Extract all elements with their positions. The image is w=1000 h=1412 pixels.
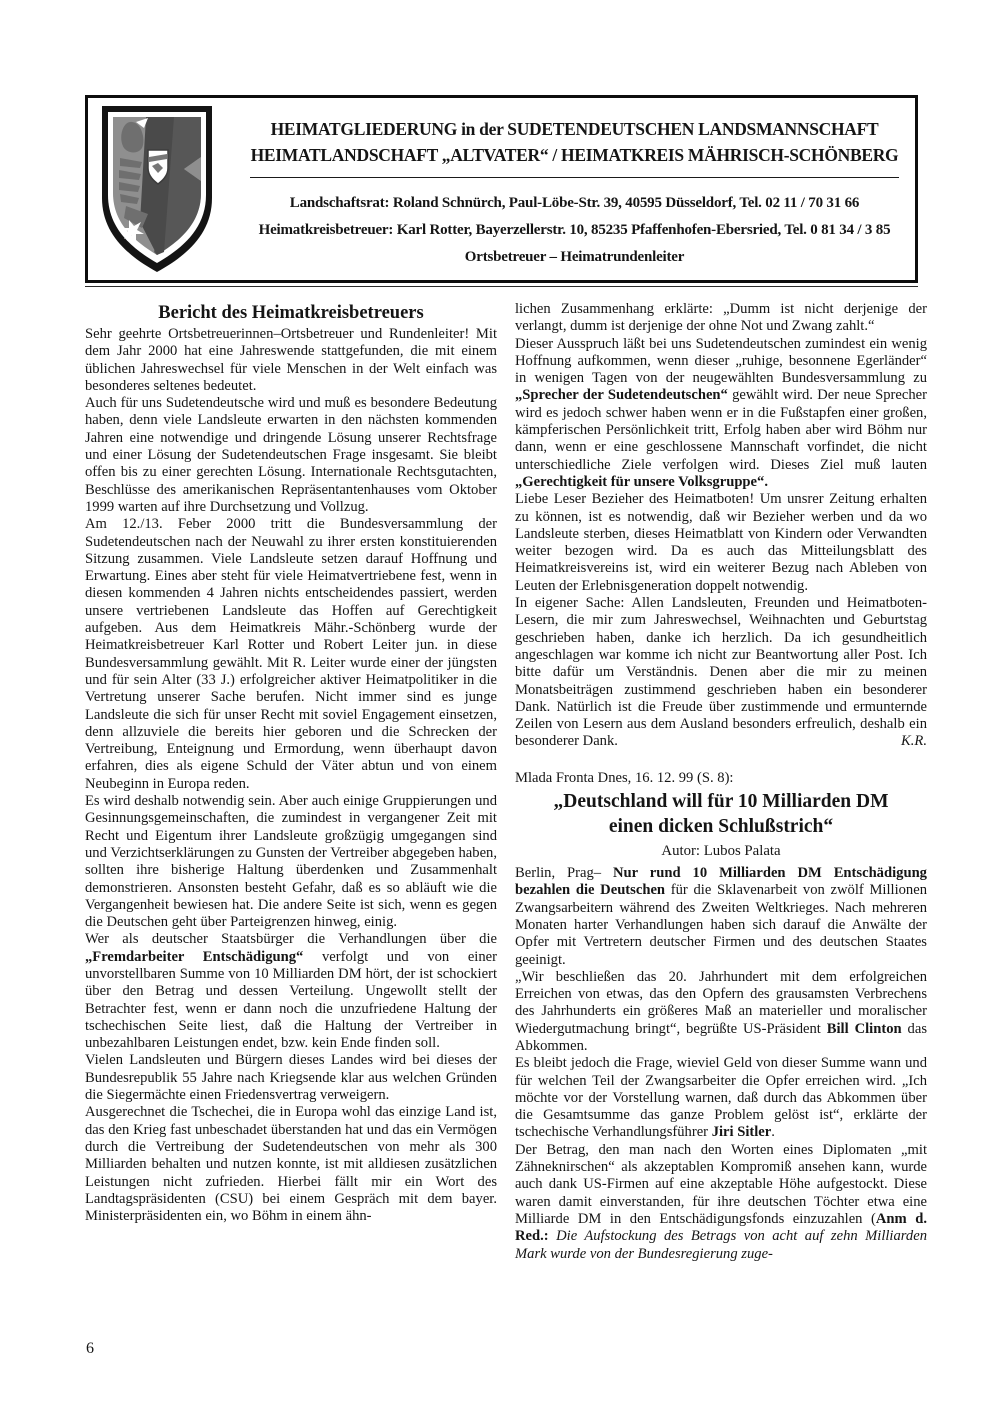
text-run: verfolgt und von einer unvorstellbaren Summe von 10 Milliarden DM hört, der ist schockiert über den Betrag und dessen Verteilung. Ungewollt stellt der Betrachter fest, wenn er dann noch die unzufriedene Haltung der tschechischen Seite liest, daß die Haltung der Vertreiber in unbezahlbaren Leistungen endet, bzw. kein Ende finden soll. xyxy=(85,948,497,1052)
report-heading: Bericht des Heimatkreisbetreuers xyxy=(158,303,424,323)
masthead-title-line2: HEIMATLANDSCHAFT „ALTVATER“ / HEIMATKREIS MÄHRISCH-SCHÖNBERG xyxy=(250,145,899,165)
text-run: „Sprecher der Sudetendeutschen“ xyxy=(515,387,728,404)
text-run: Sehr geehrte Ortsbetreuerinnen–Ortsbetreuer und Rundenleiter! Mit dem Jahr 2000 hat eine Jahreswende stattgefunden, die mit einem üblichen Jahreswechsel für viele Menschen in der Welt einfach was besonderes seltenes bedeutet. xyxy=(85,326,497,394)
paragraph xyxy=(515,1142,927,1263)
masthead-box xyxy=(85,95,918,283)
paragraph xyxy=(515,491,927,595)
article-headline: „Deutschland will für 10 Milliarden DM einen dicken Schlußstrich“ xyxy=(553,791,889,838)
text-run: Ausgerechnet die Tschechei, die in Europa wohl das einzige Land ist, das den Krieg fast unbeschadet überstanden hat und das ein Vermögen durch die Vertreibung der Sudetendeutschen von mehr als 300 Milliarden behalten und nutzen konnte, ist mit alldiesen zusätzlichen Leistungen nicht zufrieden. Hierbei fällt mir ein Wort des Landtagspräsidenten (CSU) bei einem Gespräch mit dem bayer. Ministerpräsidenten ein, wo Böhm in einem ähn- xyxy=(85,1104,497,1225)
text-run: Auch für uns Sudetendeutsche wird und muß es besondere Bedeutung haben, denn viele Landsleute erwarten in den nächsten kommenden Jahren eine notwendige und dringende Lösung unserer Rechtsfrage und einer Lösung der Sudetendeutschen Frage insgesamt. Sie bleibt offen bis zu einer gerechten Lösung. Internationale Rechtsgutachten, Beschlüsse des amerikanischen Repräsentantenhauses vom Oktober 1999 warten auf ihre Durchsetzung und Vollzug. xyxy=(85,395,497,515)
paragraph xyxy=(515,865,927,969)
report-paragraphs xyxy=(85,326,497,1225)
article-byline: Autor: Lubos Palata xyxy=(661,843,781,860)
contact-heimatkreisbetreuer: Heimatkreisbetreuer: Karl Rotter, Bayerzellerstr. 10, 85235 Pfaffenhofen-Ebersried, Tel. 0 81 34 / 3 85 xyxy=(258,222,891,238)
organization-crest-logo xyxy=(96,102,218,276)
text-run: „Fremdarbeiter Entschädigung“ xyxy=(85,948,304,965)
paragraph xyxy=(515,301,927,336)
paragraph xyxy=(515,595,927,751)
paragraph xyxy=(85,326,497,395)
text-run: . xyxy=(771,1124,775,1141)
body-columns xyxy=(85,301,928,1263)
text-run: gewählt wird. Der neue Sprecher wird es jedoch schwer haben wenn er in die Fußstapfen einer großen, kämpferischen Persönlichkeit tritt, Erfolg haben aber wird Böhm nur dann, wenn er eine geschlossene Mannschaft vorfindet, die nicht unterschiedliche Ziele verfolgen wird. Dieses Ziel muß lauten xyxy=(515,387,928,473)
text-run: lichen Zusammenhang erklärte: „Dumm ist nicht derjenige der verlangt, dumm ist derjenige der ohne Not und Zwang zahlt.“ xyxy=(515,301,927,335)
paragraph xyxy=(85,1052,497,1104)
text-run: Jiri Sitler xyxy=(711,1124,772,1141)
text-run: Es wird deshalb notwendig sein. Aber auch einige Gruppierungen und Gesinnungsgemeinschaften, die zumindest in vergangener Zeit mit Recht und Eigentum ihrer Landsleute großzügig umgegangen sind und Verzichtserklärungen zu Gunsten der Vertreiber abgegeben haben, sollten ihre bisherige Haltung überdenken und Zusammenhalt demonstrieren. Ansonsten besteht Gefahr, daß es so abläuft wie die Vergangenheit bewiesen hat. Die andere Seite ist sich, wenn es gegen die Deutschen geht über Parteigrenzen hinweg, einig. xyxy=(85,793,497,931)
text-run: Der Betrag, den man nach den Worten eines Diplomaten „mit Zähneknirschen“ als akzeptablen Kompromiß ansehen kann, wurde auch dank US-Firmen auf eine akzeptable Höhe aufgestockt. Diese waren damit einverstanden, für ihre deutschen Töchter etwa eine Milliarde DM in den Entschädigungsfonds einzuzahlen ( xyxy=(515,1141,927,1227)
paragraph xyxy=(85,516,497,793)
right-column xyxy=(515,301,927,1263)
paragraph xyxy=(85,395,497,516)
report-continuation-paragraphs xyxy=(515,301,927,751)
text-run: Bill Clinton xyxy=(826,1020,902,1037)
text-run: Die Aufstockung des Betrags von acht auf zehn Milliarden Mark wurde von der Bundesregierung zuge- xyxy=(515,1228,927,1262)
text-run: Berlin, Prag– xyxy=(515,865,614,882)
page-number: 6 xyxy=(86,1340,94,1357)
masthead-divider xyxy=(250,177,899,178)
text-run: Anm d. Red.: xyxy=(515,1210,927,1245)
text-run: Am 12./13. Feber 2000 tritt die Bundesversammlung der Sudetendeutschen nach der Neuwahl zu ihrer ersten konstituierenden Sitzung zusammen. Viele Landsleute setzen darauf Hoffnung und Erwartung. Eines aber steht für viele Heimatvertriebene fest, wenn in diesen kommenden 4 Jahren nichts entscheidendes passiert, werden unsere vertriebenen Landsleute das Hoffen auf Gerechtigkeit aufgeben. Aus dem Heimatkreis Mähr.-Schönberg wurde der Heimatkreisbetreuer Karl Rotter und Robert Leiter jun. in diese Bundesversammlung gewählt. Mit R. Leiter wurde einer der jüngsten und für sein Alter (33 J.) erfolgreicher aktiver Heimatpolitiker in die Vertretung unserer Sache berufen. Nicht immer sind es junge Landsleute die sich für unser Recht mit soviel Engagement einsetzen, denn allzuviele die bereits hier geboren und die Schrecken der Vertreibung, Enteignung und Ermordung, wenn überhaupt davon erfahren, dies als eigene Schuld der Väter abtun und von einem Neubeginn in Europa reden. xyxy=(85,516,497,792)
text-run: das Abkommen. xyxy=(515,1020,927,1054)
text-run xyxy=(549,1228,556,1244)
paragraph xyxy=(515,1055,927,1141)
paragraph xyxy=(515,969,927,1055)
text-run: Dieser Ausspruch läßt bei uns Sudetendeutschen zumindest ein wenig Hoffnung aufkommen, wenn dieser „ruhige, besonnene Egerländer“ in wenigen Tagen von der neugewählten Bundesversammlung zu xyxy=(515,335,927,387)
text-run: Vielen Landsleuten und Bürgern dieses Landes wird bei dieses der Bundesrepublik 55 Jahre nach Kriegsende klar aus welchen Gründen die Siegermächte einen Friedensvertrag verweigern. xyxy=(85,1052,497,1104)
masthead-text xyxy=(238,98,915,271)
contact-ortsbetreuer: Ortsbetreuer – Heimatrundenleiter xyxy=(464,249,685,265)
text-run: Liebe Leser Bezieher des Heimatboten! Um unsrer Zeitung erhalten zu können, ist es notwendig, daß wir Bezieher werben und da wo Landsleute sterben, dieses Heimatblatt von Kindern oder Verwandten weiter bezogen wird. Da es auch das Mitteilungsblatt des Heimatkreisvereins ist, wird ein weiterer Bezug nach Ableben von Leuten der Erlebnisgeneration doppelt notwendig. xyxy=(515,491,927,594)
article-paragraphs xyxy=(515,865,927,1263)
paragraph xyxy=(515,336,927,492)
text-run: „Wir beschließen das 20. Jahrhundert mit dem erfolgreichen Erreichen von etwas, das den Opfern des grausamsten Verbrechens des Jahrhunderts ein größeres Maß an materieller und moralischer Wiedergutmachung bringt“, begrüßte US-Präsident xyxy=(515,968,927,1037)
paragraph xyxy=(85,931,497,1052)
paragraph xyxy=(85,793,497,931)
left-column xyxy=(85,301,497,1263)
masthead-title-line1: HEIMATGLIEDERUNG in der SUDETENDEUTSCHEN LANDSMANNSCHAFT xyxy=(270,119,879,139)
text-run: „Gerechtigkeit für unsere Volksgruppe“. xyxy=(515,473,768,490)
contact-landschaftsrat: Landschaftsrat: Roland Schnürch, Paul-Löbe-Str. 39, 40595 Düsseldorf, Tel. 02 11 / 70 31 66 xyxy=(289,195,860,211)
paragraph xyxy=(85,1104,497,1225)
text-run: Es bleibt jedoch die Frage, wieviel Geld von dieser Summe wann und für welchen Teil der Zwangsarbeiter die Opfer erreichen wird. „Ich möchte vor der Vorstellung warnen, daß durch das Abkommen über die Gesamtsumme das ganze Problem gelöst ist“, erklärte der tschechische Verhandlungsführer xyxy=(515,1055,927,1141)
text-run: K.R. xyxy=(901,733,927,750)
text-run: Wer als deutscher Staatsbürger die Verhandlungen über die xyxy=(85,931,497,948)
article-source-line: Mlada Fronta Dnes, 16. 12. 99 (S. 8): xyxy=(515,769,734,786)
text-run: In eigener Sache: Allen Landsleuten, Freunden und Heimatboten-Lesern, die mir zum Jahreswechsel, Weihnachten und Geburtstag geschrieben haben, danke ich herzlich. Da ich gesundheitlich angeschlagen war komme ich nicht zur Beantwortung aller Post. Ich bitte dafür um Verständnis. Denen aber die mir zu meinen Monatsbeiträgen zustimmend geschrieben haben ein besonderer Dank. Natürlich ist die Freude über zustimmende und ermunternde Zeilen von Lesern aus dem Ausland besonders erfreulich, deshalb ein besonderer Dank. xyxy=(515,595,927,750)
text-run: für die Sklavenarbeit von zwölf Millionen Zwangsarbeitern während des Zweiten Weltkrieges. Nach mehreren Monaten harter Verhandlungen haben sich darauf die Anwälte der Opfer mit Vertretern deutscher Firmen und des deutschen Staates geeinigt. xyxy=(515,882,928,968)
text-run: Nur rund 10 Milliarden DM Entschädigung bezahlen die Deutschen xyxy=(515,865,927,899)
